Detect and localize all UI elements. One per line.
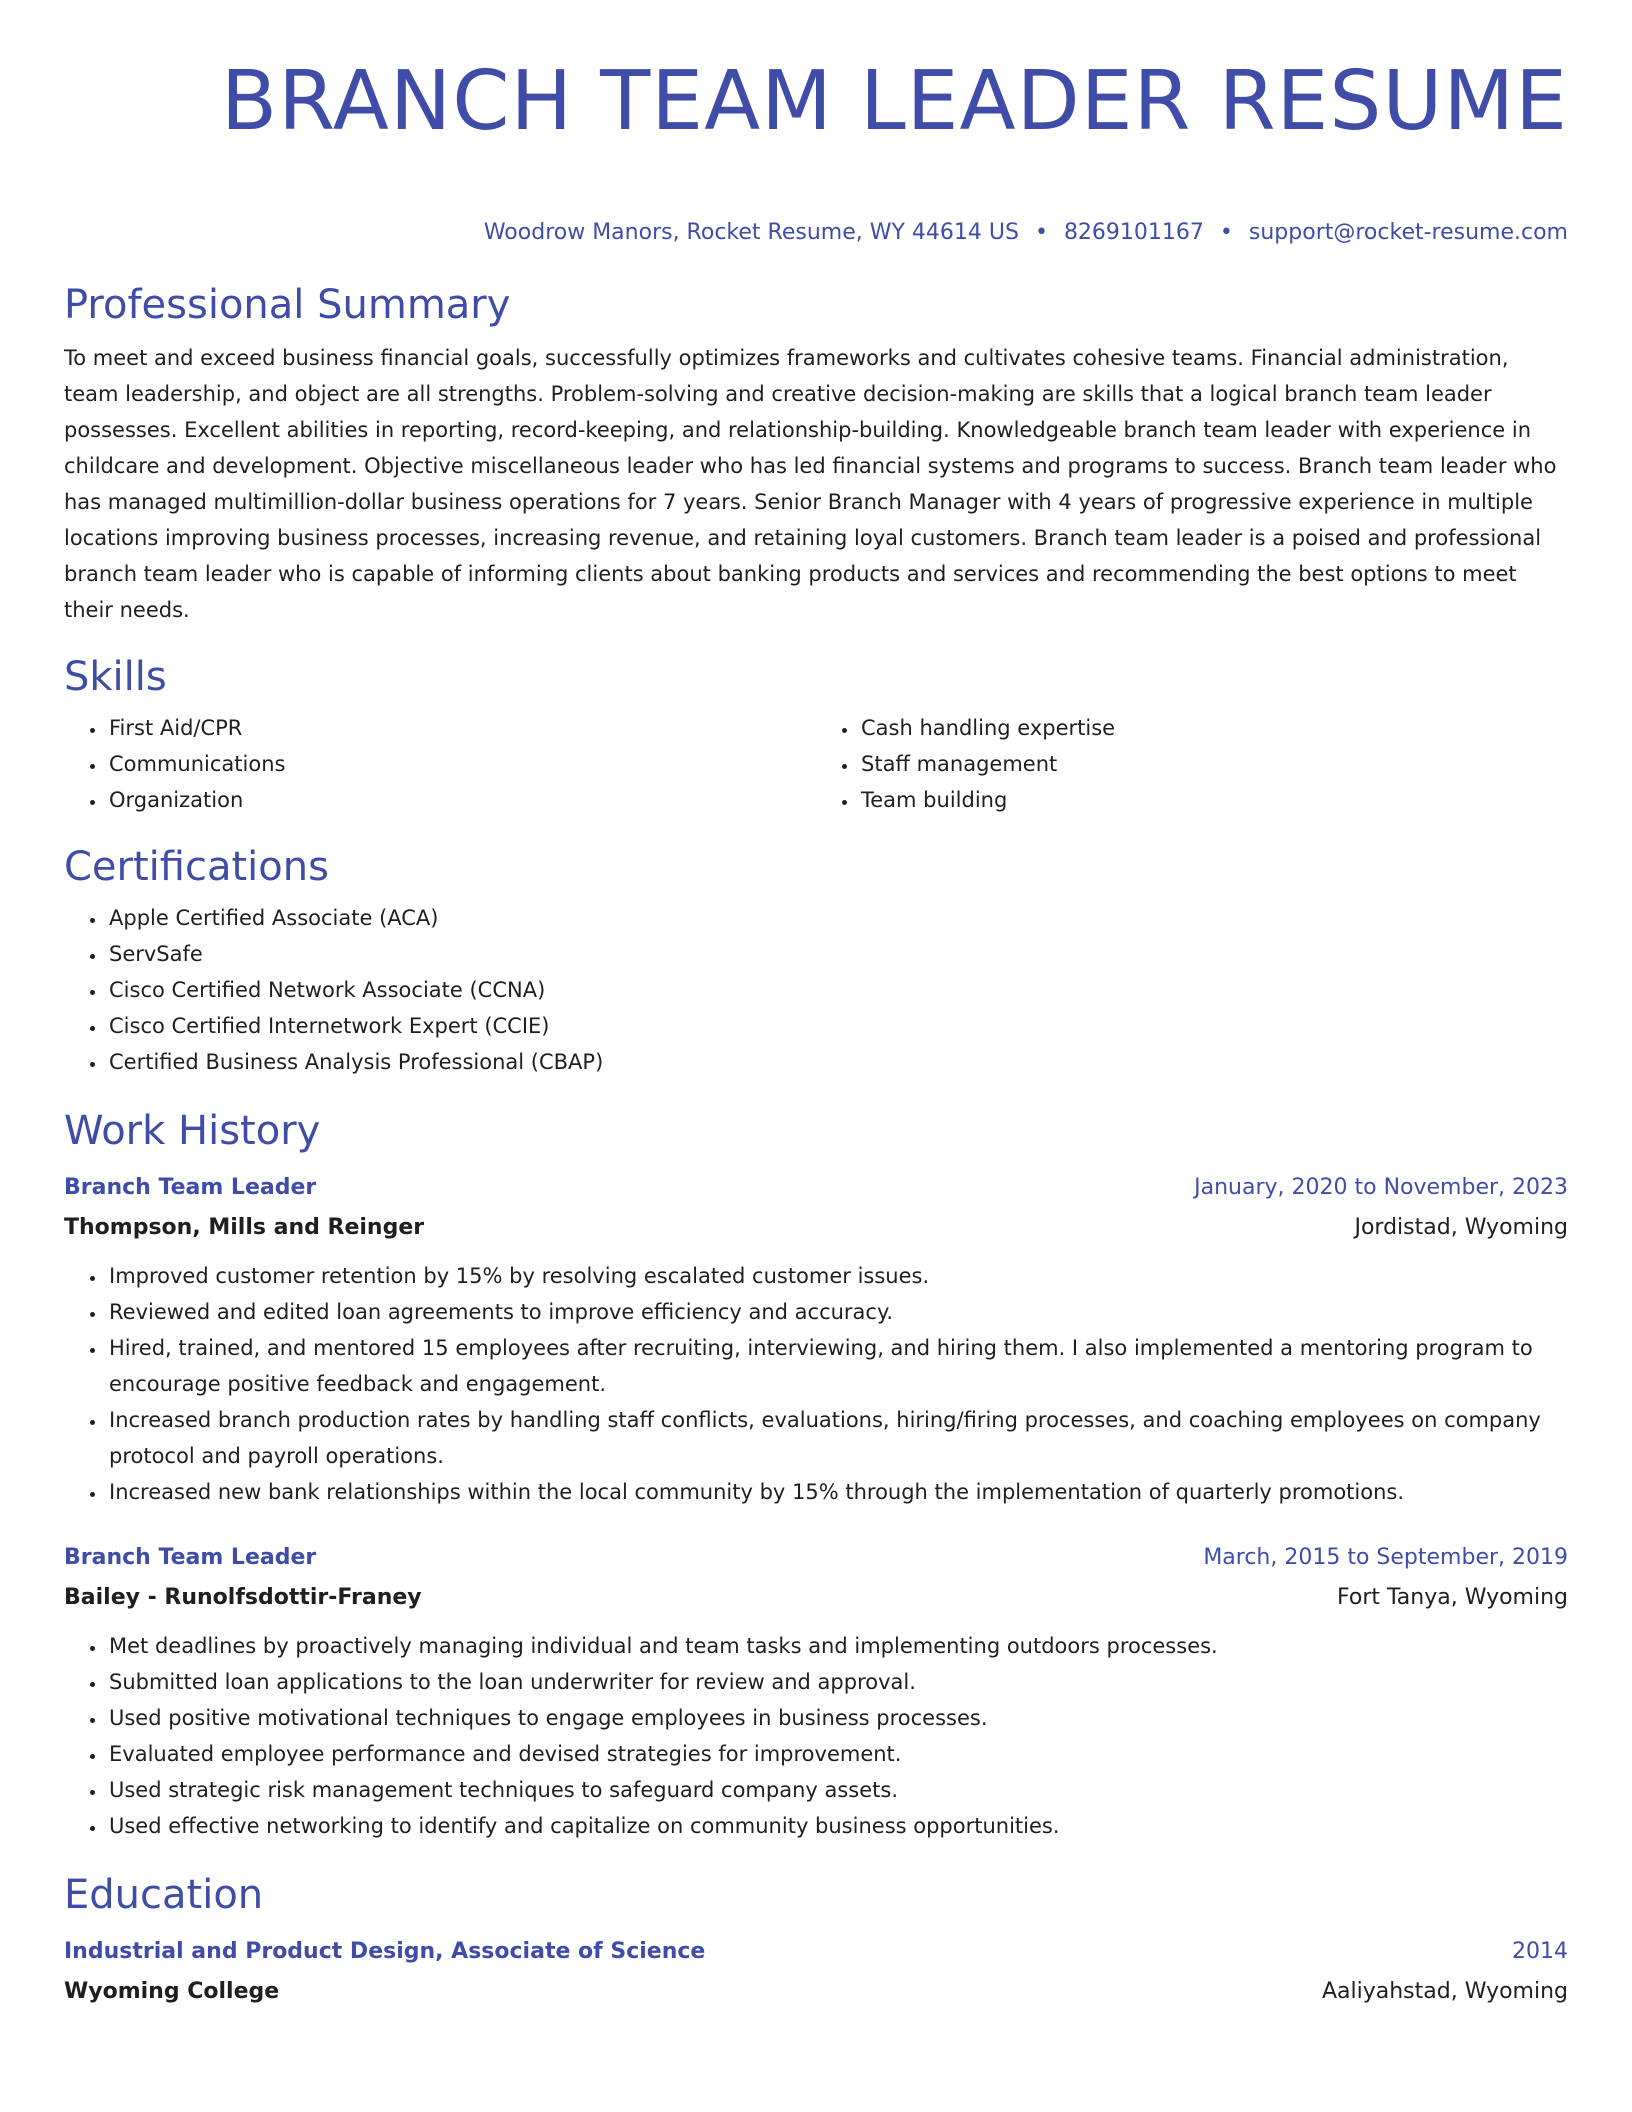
job-location: Fort Tanya, Wyoming [1337,1585,1568,1610]
job-bullets [64,1258,1568,1510]
certifications-heading: Certifications [64,844,329,890]
certification-item: • Cisco Certified Network Associate (CCNA) [107,972,1568,1008]
education-entry [64,1932,1568,2012]
certification-item: • ServSafe [107,936,1568,972]
job-header [64,1538,1568,1578]
job-dates: January, 2020 to November, 2023 [1194,1175,1568,1200]
certifications-list [64,900,1568,1080]
skills-list [64,710,1568,818]
contact-separator: • [1219,220,1233,245]
job-bullet: • Used positive motivational techniques to engage employees in business processes. [107,1700,1568,1736]
education-school: Wyoming College [64,1979,280,2004]
job-bullet: • Used effective networking to identify and capitalize on community business opportunities. [107,1808,1568,1844]
skill-item: • Team building [859,782,1568,818]
certification-item: • Cisco Certified Internetwork Expert (CCIE) [107,1008,1568,1044]
skill-item: • Organization [107,782,816,818]
education-location: Aaliyahstad, Wyoming [1321,1979,1568,2004]
certification-item: • Apple Certified Associate (ACA) [107,900,1568,936]
education-subheader [64,1972,1568,2012]
resume-title: BRANCH TEAM LEADER RESUME [220,54,1568,149]
job-subheader [64,1578,1568,1618]
education-degree: Industrial and Product Design, Associate of Science [64,1939,706,1964]
certification-item: • Certified Business Analysis Professional (CBAP) [107,1044,1568,1080]
skill-item: • First Aid/CPR [107,710,816,746]
job-header [64,1168,1568,1208]
job-bullet: • Met deadlines by proactively managing individual and team tasks and implementing outdoors processes. [107,1628,1568,1664]
job-bullet: • Submitted loan applications to the loan underwriter for review and approval. [107,1664,1568,1700]
summary-text: To meet and exceed business financial goals, successfully optimizes frameworks and cultivates cohesive teams. Financial administration, team leadership, and object are all strengths. Problem-solving and creative decision-making are skills that a logical branch team leader possesses. Excellent abilities in reporting, record-keeping, and relationship-building. Knowledgeable branch team leader with experience in childcare and development. Objective miscellaneous leader who has led financial systems and programs to success. Branch team leader who has managed multimillion-dollar business operations for 7 years. Senior Branch Manager with 4 years of progressive experience in multiple locations improving business processes, increasing revenue, and retaining loyal customers. Branch team leader is a poised and professional branch team leader who is capable of informing clients about banking products and services and recommending the best options to meet their needs. [64,346,1557,622]
skill-item: • Cash handling expertise [859,710,1568,746]
job-company: Bailey - Runolfsdottir-Franey [64,1585,422,1610]
job-dates: March, 2015 to September, 2019 [1203,1545,1568,1570]
contact-phone: 8269101167 [1063,220,1204,245]
skill-item: • Communications [107,746,816,782]
education-header [64,1932,1568,1972]
skills-heading: Skills [64,654,167,700]
job-title: Branch Team Leader [64,1545,317,1570]
work-heading: Work History [64,1108,321,1154]
education-year: 2014 [1512,1939,1568,1964]
job-subheader [64,1208,1568,1248]
skills-column-right [816,710,1568,818]
summary-heading: Professional Summary [64,282,511,328]
contact-address: Woodrow Manors, Rocket Resume, WY 44614 US [483,220,1019,245]
skills-column-left [64,710,816,818]
job-bullet: • Increased branch production rates by handling staff conflicts, evaluations, hiring/firing processes, and coaching employees on company protocol and payroll operations. [107,1402,1568,1474]
job-bullet: • Increased new bank relationships within the local community by 15% through the implementation of quarterly promotions. [107,1474,1568,1510]
job-company: Thompson, Mills and Reinger [64,1215,425,1240]
job-bullet: • Hired, trained, and mentored 15 employees after recruiting, interviewing, and hiring them. I also implemented a mentoring program to encourage positive feedback and engagement. [107,1330,1568,1402]
job-bullet: • Reviewed and edited loan agreements to improve efficiency and accuracy. [107,1294,1568,1330]
job-bullet: • Evaluated employee performance and devised strategies for improvement. [107,1736,1568,1772]
job-bullet: • Improved customer retention by 15% by resolving escalated customer issues. [107,1258,1568,1294]
contact-line [64,218,1568,248]
job-entry [64,1538,1568,1844]
education-heading: Education [64,1872,264,1918]
contact-separator: • [1034,220,1048,245]
job-bullets [64,1628,1568,1844]
skill-item: • Staff management [859,746,1568,782]
contact-email: support@rocket-resume.com [1248,220,1568,245]
job-location: Jordistad, Wyoming [1354,1215,1568,1240]
job-entry [64,1168,1568,1510]
job-title: Branch Team Leader [64,1175,317,1200]
job-bullet: • Used strategic risk management techniques to safeguard company assets. [107,1772,1568,1808]
